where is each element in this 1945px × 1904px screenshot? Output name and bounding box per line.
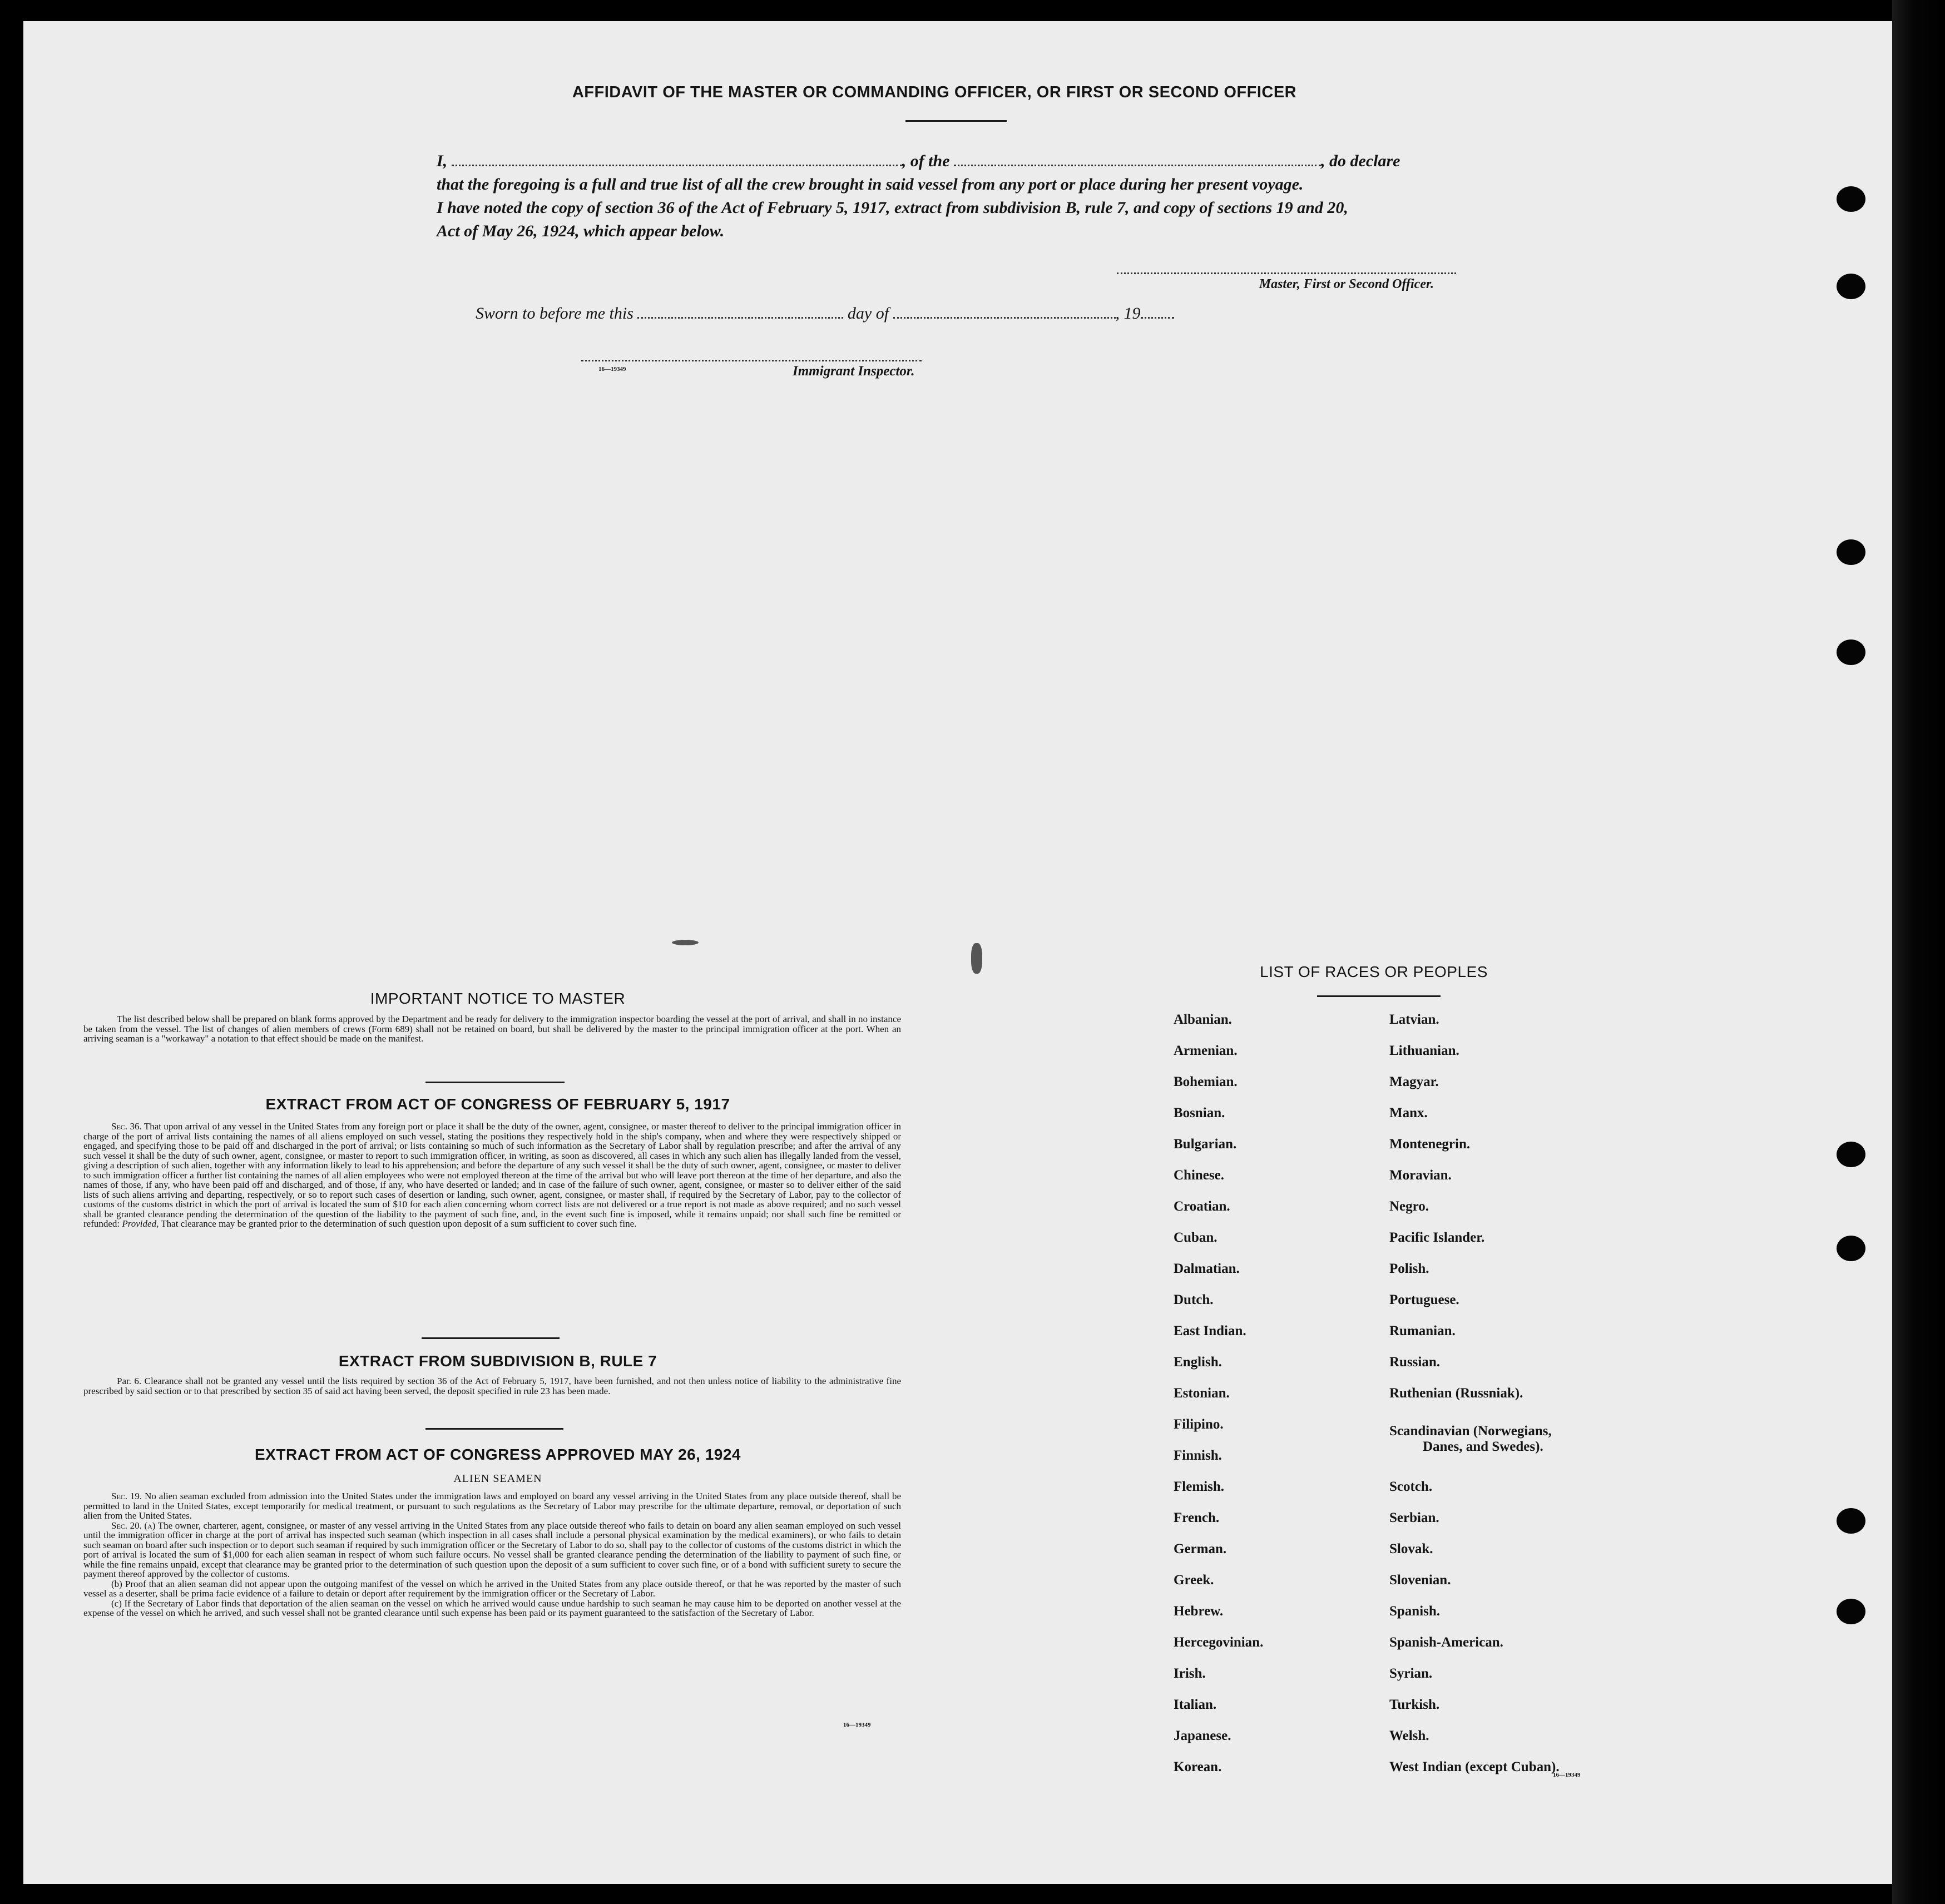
punch-hole [1837,539,1865,565]
punch-hole [1837,1508,1865,1534]
race-item: Filipino. [1174,1417,1224,1432]
ink-smudge [971,943,982,974]
race-item: Welsh. [1389,1728,1429,1743]
affidavit-declaration [437,149,1477,243]
race-item: Korean. [1174,1759,1222,1774]
race-item: Bohemian. [1174,1074,1238,1089]
form-code: 16—19349 [1553,1772,1581,1778]
race-item: Pacific Islander. [1389,1230,1485,1245]
race-item: Dalmatian. [1174,1261,1240,1276]
race-item: Armenian. [1174,1043,1238,1058]
race-item: Slovenian. [1389,1573,1451,1588]
sworn-day-field[interactable] [637,301,843,319]
race-item: Ruthenian (Russniak). [1389,1386,1523,1401]
punch-hole [1837,274,1865,299]
race-item: Magyar. [1389,1074,1439,1089]
race-item: Spanish-American. [1389,1635,1503,1650]
declaration-line-3: I have noted the copy of section 36 of the Act of February 5, 1917, extract from subdivision B, rule 7, and copy of sections 19 and 20, [437,199,1348,217]
race-item: Russian. [1389,1355,1441,1370]
race-item: Lithuanian. [1389,1043,1459,1058]
race-item: Hebrew. [1174,1604,1224,1619]
race-item: Dutch. [1174,1292,1214,1307]
declaration-line-4: Act of May 26, 1924, which appear below. [437,222,725,240]
race-item: East Indian. [1174,1323,1246,1338]
race-item: English. [1174,1355,1222,1370]
punch-hole [1837,639,1865,665]
race-item: Polish. [1389,1261,1429,1276]
race-item: Moravian. [1389,1168,1452,1183]
race-item: Albanian. [1174,1012,1232,1027]
race-item: Chinese. [1174,1168,1224,1183]
race-item: Danes, and Swedes). [1423,1439,1543,1454]
race-item: Negro. [1389,1199,1429,1214]
extract-1917-body: Sec. 36. That upon arrival of any vessel in the United States from any foreign port or place it shall be the duty of the owner, agent, consignee, or master thereof to deliver to the principal immigration officer in charge of the port of arrival lists containing the names of all aliens employed on such vessel, stating the positions they respectively hold in the ship's company, when and where they were respectively shipped or engaged, and specifying those to be paid off and discharged in the port of arrival; or lists containing so much of such information as the Secretary of Labor shall by regulation prescribe; and after the arrival of any such vessel it shall be the duty of such owner, agent, consignee, or master to report to such immigration officer, in writing, as soon as discovered, all cases in which any such alien has illegally landed from the vessel, giving a description of such alien, together with any information likely to lead to his apprehension; and before the departure of any such vessel it shall be the duty of such owner, agent, consignee, or master to deliver to such immigration officer a further list containing the names of all alien employees who were not employed thereon at the time of the arrival but who will leave port thereon at the time of her departure, and also the names of those, if any, who have been paid off and discharged, and of those, if any, who have deserted or landed; and in case of the failure of such owner, agent, consignee, or master so to deliver either of the said lists of such aliens arriving and departing, respectively, or so to report such cases of desertion or landing, such owner, agent, consignee, or master shall, if required by the Secretary of Labor, pay to the collector of customs of the customs district in which the port of arrival is located the sum of $10 for each alien concerning whom correct lists are not delivered or a true report is not made as above required; and no such vessel shall be granted clearance pending the determination of the question of the liability to the payment of such fine, and, in the event such fine is imposed, while it remains unpaid; nor shall such fine be remitted or refunded: Provided, That clearance may be granted prior to the determination of such question upon deposit of a sum sufficient to cover such fine. [83,1121,901,1229]
affidavit-title: AFFIDAVIT OF THE MASTER OR COMMANDING OFFICER, OR FIRST OR SECOND OFFICER [572,83,1297,101]
race-item: Turkish. [1389,1697,1440,1712]
ink-smudge [672,940,699,945]
punch-hole [1837,1599,1865,1624]
race-item: Montenegrin. [1389,1137,1471,1152]
extract-rule7-body: Par. 6. Clearance shall not be granted any vessel until the lists required by section 36 of the Act of February 5, 1917, have been furnished, and not then unless notice of liability to the administrative fine prescribed by said section or to that prescribed by section 35 of said act having been served, the deposit specified in rule 23 has been made. [83,1376,901,1396]
race-item: Spanish. [1389,1604,1441,1619]
race-item: Portuguese. [1389,1292,1459,1307]
declaration-line-2: that the foregoing is a full and true list of all the crew brought in said vessel from any port or place during her present voyage. [437,175,1304,194]
extract-1924-body: Sec. 19. No alien seaman excluded from admission into the United States under the immigration laws and employed on board any vessel arriving in the United States from any place outside thereof, shall be permitted to land in the United States, except temporarily for medical treatment, or pursuant to such regulations as the Secretary of Labor may prescribe for the ultimate departure, removal, or deportation of such alien from the United States. Sec. 20. (a) The owner, charterer, agent, consignee, or master of any vessel arriving in the United States from any place outside thereof who fails to detain on board any alien seaman employed on such vessel until the immigration officer in charge at the port of arrival has inspected such seaman (which inspection in all cases shall include a personal physical examination by the medical examiners), or who fails to detain such seaman on board after such inspection or to deport such seaman if required by such immigration officer or the Secretary of Labor to do so, shall pay to the collector of customs of the customs district in which the port of arrival is located the sum of $1,000 for each alien seaman in respect of whom such failure occurs. No vessel shall be granted clearance pending the determination of the liability to payment of such fine, or while the fine remains unpaid, except that clearance may be granted prior to the determination of such question upon the deposit of a sum sufficient to cover such fine, or of a bond with sufficient surety to secure the payment thereof approved by the collector of customs. (b) Proof that an alien seaman did not appear upon the outgoing manifest of the vessel on which he arrived in the United States from any place outside thereof, or that he was reported by the master of such vessel as a deserter, shall be prima facie evidence of a failure to detain or deport after requirement by the immigration officer or the Secretary of Labor. (c) If the Secretary of Labor finds that deportation of the alien seaman on the vessel on which he arrived would cause undue hardship to such seaman he may cause him to be deported on another vessel at the expense of the vessel on which he arrived, and such vessel shall not be granted clearance until such expense has been paid or its payment guaranteed to the satisfaction of the Secretary of Labor. [83,1491,901,1618]
race-item: Latvian. [1389,1012,1439,1027]
race-item: Estonian. [1174,1386,1230,1401]
inspector-signature-field[interactable] [581,360,922,361]
punch-hole [1837,186,1865,212]
form-code: 16—19349 [598,366,626,373]
race-item: Bosnian. [1174,1105,1225,1120]
name-field[interactable] [452,149,902,166]
section-divider [422,1337,560,1339]
section-divider [425,1428,563,1430]
race-item: Italian. [1174,1697,1217,1712]
signature-label: Master, First or Second Officer. [1259,277,1434,291]
punch-hole [1837,1236,1865,1261]
race-item: Croatian. [1174,1199,1230,1214]
punch-hole [1837,1142,1865,1167]
race-item: Japanese. [1174,1728,1231,1743]
race-item: Finnish. [1174,1448,1222,1463]
sworn-line: Sworn to before me this day of , 19 [476,301,1174,323]
race-item: Rumanian. [1389,1323,1456,1338]
race-item: Manx. [1389,1105,1428,1120]
section-divider [1317,995,1441,997]
signature-field[interactable] [1117,272,1456,274]
section-divider [425,1082,565,1083]
race-item: Flemish. [1174,1479,1224,1494]
title-divider [905,120,1007,122]
vessel-field[interactable] [954,149,1321,166]
race-item: Slovak. [1389,1541,1433,1556]
race-item: Cuban. [1174,1230,1218,1245]
notice-title: IMPORTANT NOTICE TO MASTER [370,990,626,1007]
scan-edge [1892,0,1945,1904]
race-item: Serbian. [1389,1510,1439,1525]
race-item: Hercegovinian. [1174,1635,1264,1650]
extract-rule7-title: EXTRACT FROM SUBDIVISION B, RULE 7 [338,1352,657,1370]
race-item: Bulgarian. [1174,1137,1237,1152]
race-item: French. [1174,1510,1220,1525]
races-list-title: LIST OF RACES OR PEOPLES [1260,963,1488,980]
inspector-label: Immigrant Inspector. [793,364,915,379]
race-item: Scotch. [1389,1479,1433,1494]
race-item: Syrian. [1389,1666,1433,1681]
alien-seamen-heading: ALIEN SEAMEN [453,1472,542,1485]
race-item: Greek. [1174,1573,1214,1588]
declaration-line-1: I, , of the , do declare [437,149,1477,173]
notice-body: The list described below shall be prepared on blank forms approved by the Department and be ready for delivery to the immigration inspector boarding the vessel at the port of arrival, and shall in no instance be taken from the vessel. The list of changes of alien members of crews (Form 689) shall not be retained on board, but shall be delivered by the master to the principal immigration officer at the port. When an arriving seaman is a "workaway" a notation to that effect should be made on the manifest. [83,1014,901,1044]
sworn-year-field[interactable] [1141,301,1174,319]
race-item: Irish. [1174,1666,1206,1681]
extract-1924-title: EXTRACT FROM ACT OF CONGRESS APPROVED MAY 26, 1924 [255,1446,741,1463]
race-item: Scandinavian (Norwegians, [1389,1424,1552,1439]
form-code: 16—19349 [843,1722,871,1728]
race-item: West Indian (except Cuban). [1389,1759,1560,1774]
race-item: German. [1174,1541,1227,1556]
extract-1917-title: EXTRACT FROM ACT OF CONGRESS OF FEBRUARY 5, 1917 [265,1095,730,1113]
sworn-month-field[interactable] [893,301,1116,319]
